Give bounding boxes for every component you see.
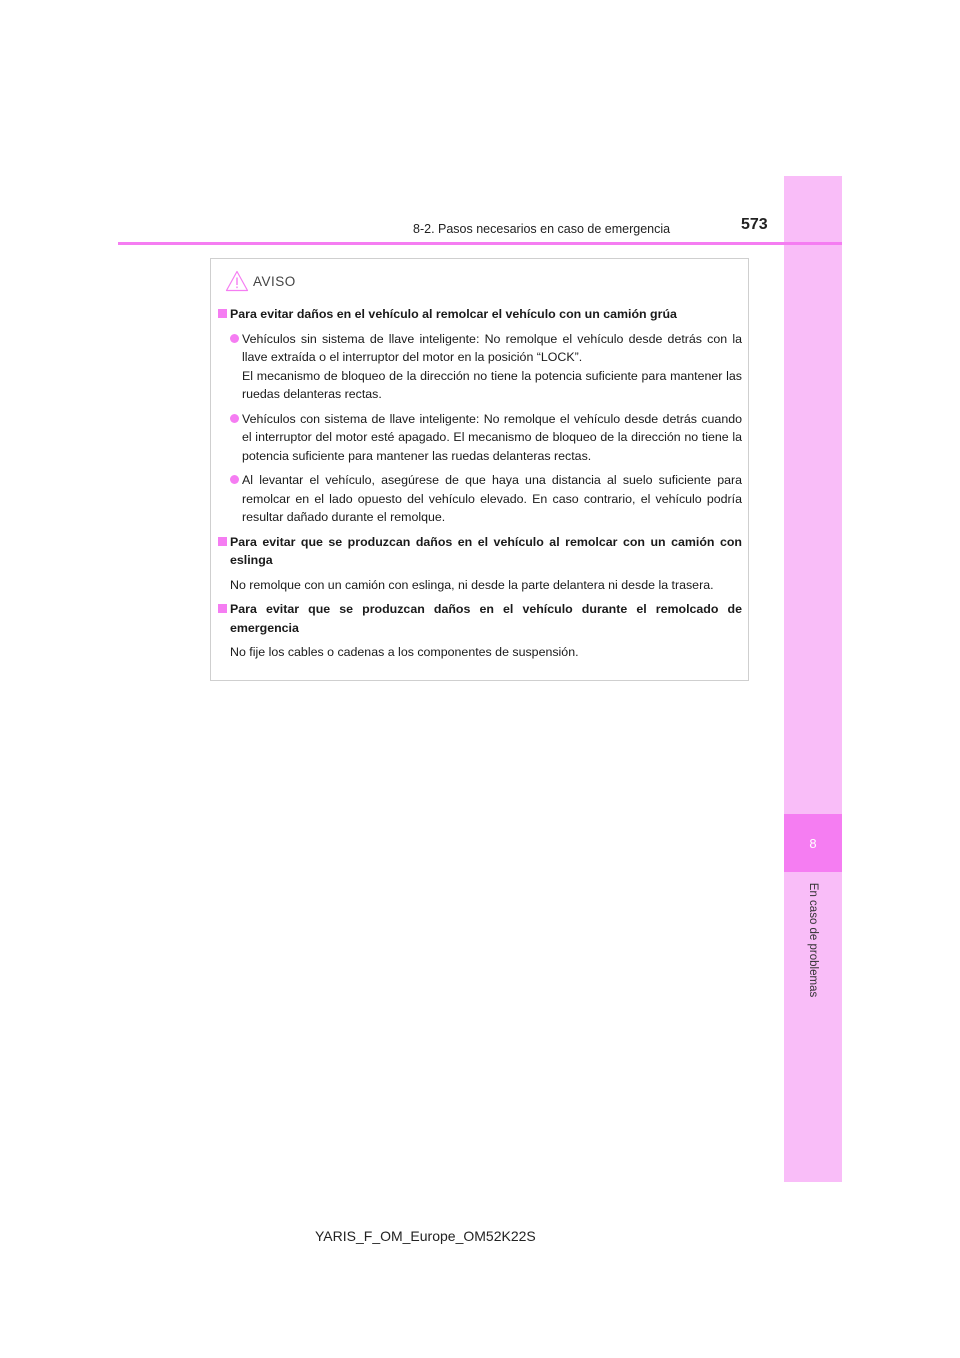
section-heading-text: Para evitar que se produzcan daños en el vehículo durante el remolcado de emergencia <box>230 602 742 635</box>
warning-header <box>225 269 296 293</box>
bullet-text: El mecanismo de bloqueo de la dirección no tiene la potencia suficiente para mantener las ruedas delanteras rectas. <box>242 368 742 401</box>
chapter-number: 8 <box>784 814 842 872</box>
chapter-label: En caso de problemas <box>807 882 819 998</box>
bullet-item <box>217 330 742 404</box>
warning-box <box>210 258 749 681</box>
section-heading <box>217 533 742 570</box>
section-text <box>217 643 742 662</box>
bullet-item <box>217 471 742 527</box>
square-bullet-icon <box>218 604 227 613</box>
section-heading-text: Para evitar daños en el vehículo al remolcar el vehículo con un camión grúa <box>230 307 677 321</box>
chapter-side-tab <box>784 176 842 1182</box>
round-bullet-icon <box>230 334 239 343</box>
warning-triangle-icon <box>225 270 249 292</box>
bullet-item <box>217 410 742 466</box>
section-heading <box>217 305 742 324</box>
section-title: 8-2. Pasos necesarios en caso de emergencia <box>413 222 671 236</box>
bullet-text: Al levantar el vehículo, asegúrese de que haya una distancia al suelo suficiente para remolcar en el lado opuesto del vehículo elevado. En caso contrario, el vehículo podría resultar dañado durante el remolque. <box>242 473 742 524</box>
section-heading-text: Para evitar que se produzcan daños en el vehículo al remolcar con un camión con eslinga <box>230 534 742 567</box>
page-number: 573 <box>741 216 768 233</box>
section-heading <box>217 600 742 637</box>
bullet-text: Vehículos con sistema de llave inteligente: No remolque el vehículo desde detrás cuando el interruptor del motor esté apagado. El mecanismo de bloqueo de la dirección no tiene la potencia suficiente para mantener las ruedas delanteras rectas. <box>242 411 742 463</box>
square-bullet-icon <box>218 309 227 318</box>
square-bullet-icon <box>218 537 227 546</box>
header-rule <box>118 242 842 245</box>
section-paragraph: No remolque con un camión con eslinga, ni desde la parte delantera ni desde la trasera. <box>230 577 714 592</box>
warning-label: AVISO <box>253 273 296 289</box>
round-bullet-icon <box>230 414 239 423</box>
section-paragraph: No fije los cables o cadenas a los componentes de suspensión. <box>230 645 579 659</box>
document-code: YARIS_F_OM_Europe_OM52K22S <box>315 1228 536 1244</box>
warning-body <box>211 299 748 662</box>
bullet-text: Vehículos sin sistema de llave inteligente: No remolque el vehículo desde detrás con la llave extraída o el interruptor del motor en la posición “LOCK”. <box>242 331 742 364</box>
section-text <box>217 576 742 595</box>
round-bullet-icon <box>230 475 239 484</box>
